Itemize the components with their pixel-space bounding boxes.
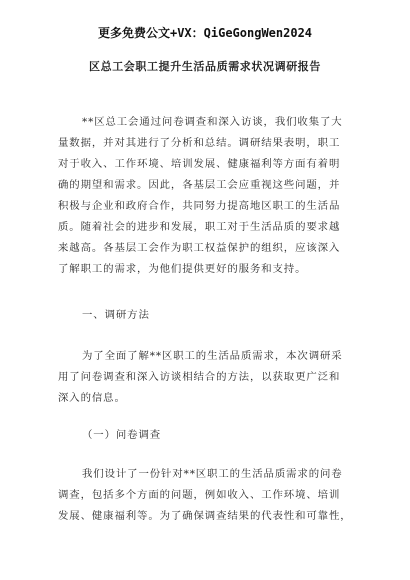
paragraph-line: 深入的信息。 (58, 392, 126, 404)
paragraph-line: 调查，包括多个方面的问题，例如收入、工作环境、培训 (58, 489, 341, 501)
document-title: 区总工会职工提升生活品质需求状况调研报告 (89, 60, 321, 73)
promo-header: 更多免费公文+VX：QiGeGongWen2024 (97, 26, 313, 40)
paragraph-line: 确的期望和需求。因此，各基层工会应重视这些问题，并 (58, 179, 341, 191)
paragraph-line: 我们设计了一份针对**区职工的生活品质需求的问卷 (82, 468, 343, 480)
paragraph-line: 用了问卷调查和深入访谈相结合的方法，以获取更广泛和 (58, 371, 341, 383)
paragraph-line: 量数据，并对其进行了分析和总结。调研结果表明，职工 (58, 137, 341, 149)
paragraph-line: 积极与企业和政府合作，共同努力提高地区职工的生活品 (58, 200, 341, 212)
paragraph-line: 对于收入、工作环境、培训发展、健康福利等方面有着明 (58, 158, 341, 170)
paragraph-line: 发展、健康福利等。为了确保调查结果的代表性和可靠性， (58, 510, 352, 522)
paragraph-line: **区总工会通过问卷调查和深入访谈，我们收集了大 (82, 116, 343, 128)
section-heading: 一、调研方法 (82, 309, 150, 321)
subsection-heading: （一）问卷调查 (82, 429, 162, 441)
paragraph-line: 了解职工的需求，为他们提供更好的服务和支持。 (58, 263, 307, 275)
paragraph-line: 质。随着社会的进步和发展，职工对于生活品质的要求越 (58, 221, 341, 233)
paragraph-line: 来越高。各基层工会作为职工权益保护的组织，应该深入 (58, 242, 341, 254)
paragraph-line: 为了全面了解**区职工的生活品质需求，本次调研采 (82, 350, 343, 362)
